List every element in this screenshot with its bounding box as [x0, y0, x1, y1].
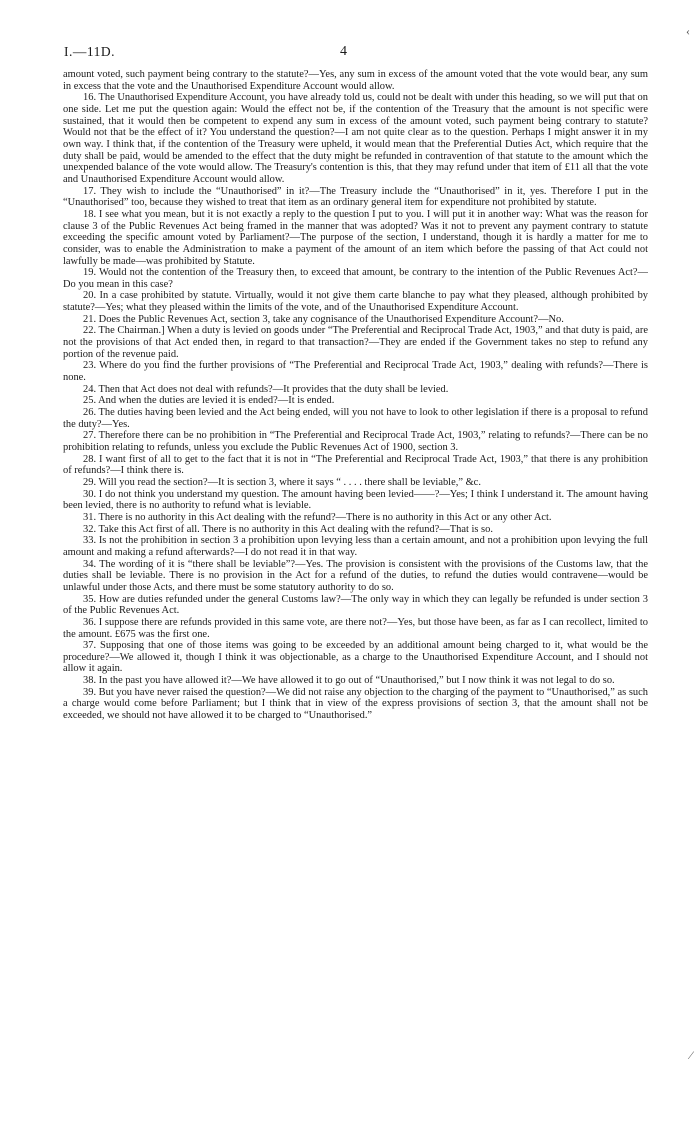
question-33: 33. Is not the prohibition in section 3 a prohibition upon levying less than a certain amount, and not a prohibition upon levying the full amount and making a refund afterwards?—I do not read it in that way. — [63, 535, 648, 558]
question-34: 34. The wording of it is “there shall be leviable”?—Yes. The provision is consistent with the provisions of the Customs law, that the duties shall be leviable. There is no provision in the Act for a refund of the duties, to refund the duties would contravene—would be unlawful under those Acts, and there must be some statutory authority to do so. — [63, 558, 648, 593]
question-32: 32. Take this Act first of all. There is no authority in this Act dealing with the refund?—That is so. — [83, 523, 493, 535]
question-38: 38. In the past you have allowed it?—We have allowed it to go out of “Unauthorised,” but I now think it was not legal to do so. — [83, 675, 615, 687]
body-text — [63, 69, 648, 722]
document-reference: I.—11D. — [64, 44, 115, 59]
question-31: 31. There is no authority in this Act dealing with the refund?—There is no authority in this Act or any other Act. — [83, 511, 552, 523]
question-29: 29. Will you read the section?—It is section 3, where it says “ . . . . there shall be leviable,” &c. — [83, 476, 481, 488]
paragraph: amount voted, such payment being contrary to the statute?—Yes, any sum in excess of the amount voted that the vote would bear, any sum in excess that the vote and the Unauthorised Expenditure Account would allow. — [63, 69, 648, 92]
question-37: 37. Supposing that one of those items was going to be exceeded by an additional amount being charged to it, what would be the procedure?—We allowed it, though I think it was objectionable, as a charge to the Unauthorised Expenditure Account, and I should not allow it again. — [63, 640, 648, 675]
question-18: 18. I see what you mean, but it is not exactly a reply to the question I put to you. I will put it in another way: What was the reason for clause 3 of the Public Revenues Act being framed in the manner that was adopted? Was it not to prevent any payment contrary to statute exceeding the specific amount voted by Parliament?—The purpose of the section, I understand, though it is hardly a matter for me to consider, was to enable the Administration to make a payment of the amount of an item which before the passing of that Act could not lawfully be made—was prohibited by Statute. — [63, 208, 648, 267]
margin-mark: ⁄ — [690, 1048, 693, 1062]
question-21: 21. Does the Public Revenues Act, section 3, take any cognisance of the Unauthorised Expenditure Account?—No. — [83, 313, 564, 325]
margin-mark: ‹ — [686, 24, 690, 38]
question-17: 17. They wish to include the “Unauthorised” in it?—The Treasury include the “Unauthorised” in it, yes. Therefore I put in the “Unauthorised” too, because they wished to treat that item as an ordinary general item for expenditure not prohibited by statute. — [63, 185, 648, 209]
question-20: 20. In a case prohibited by statute. Virtually, would it not give them carte blanche to pay what they pleased, although prohibited by statute?—Yes; what they pleased within the limits of the vote, and of the Unauthorised Expenditure Account. — [63, 290, 648, 314]
page-header — [64, 44, 644, 64]
question-26: 26. The duties having been levied and the Act being ended, will you not have to look to other legislation if there is a proposal to refund the duty?—Yes. — [63, 407, 648, 430]
question-28: 28. I want first of all to get to the fact that it is not in “The Preferential and Reciprocal Trade Act, 1903,” that there is any prohibition of refunds?—I think there is. — [63, 453, 648, 477]
question-35: 35. How are duties refunded under the general Customs law?—The only way in which they can legally be refunded is under section 3 of the Public Revenues Act. — [63, 593, 648, 617]
question-30: 30. I do not think you understand my question. The amount having been levied——?—Yes; I think I understand it. The amount having been levied, there is no authority to refund what is leviable. — [63, 488, 648, 512]
question-25: 25. And when the duties are levied it is ended?—It is ended. — [83, 395, 335, 407]
question-23: 23. Where do you find the further provisions of “The Preferential and Reciprocal Trade Act, 1903,” dealing with refunds?—There is none. — [63, 360, 648, 384]
question-19: 19. Would not the contention of the Treasury then, to exceed that amount, be contrary to the intention of the Public Revenues Act?—Do you mean in this case? — [63, 267, 648, 290]
question-27: 27. Therefore there can be no prohibition in “The Preferential and Reciprocal Trade Act, 1903,” relating to refunds?—There can be no prohibition relating to refunds, unless you exclude the Public Revenues Act of 1900, section 3. — [63, 430, 648, 453]
question-24: 24. Then that Act does not deal with refunds?—It provides that the duty shall be levied. — [83, 383, 449, 395]
question-22: 22. The Chairman.] When a duty is levied on goods under “The Preferential and Reciprocal Trade Act, 1903,” and that duty is paid, are not the provisions of that Act ended then, in regard to that transaction?—They are ended if the Government takes no step to refund any portion of the revenue paid. — [63, 325, 648, 360]
question-39: 39. But you have never raised the question?—We did not raise any objection to the charging of the payment to “Unauthorised,” as such a charge would come before Parliament; but I think that in view of the express provisions of section 3, that the amount shall not be exceeded, we should not have allowed it to be charged to “Unauthorised.” — [63, 686, 648, 722]
question-36: 36. I suppose there are refunds provided in this same vote, are there not?—Yes, but those have been, as far as I can recollect, limited to the amount. £675 was the first one. — [63, 616, 648, 640]
page-number: 4 — [340, 44, 347, 59]
question-16: 16. The Unauthorised Expenditure Account, you have already told us, could not be dealt with under this heading, so we will put that on one side. Let me put the question again: Would the effect not be, if the contention of the Treasury that the amount is not specific were sustained, that it would then be competent to expend any sum in excess of the amount voted, such payment being contrary to statute? Would not that be the effect of it? You understand the question?—I am not quite clear as to the question. Perhaps I might answer it in my own way. I think that, if the contention of the Treasury were upheld, it would mean that the Preferential Duties Act, which require that the duty shall be paid, would be amended to the effect that the duty might be refunded in contravention of that statute to the amount which the unexpended balance of the vote would allow. The Treasury's contention is this, that they may refund under that item of £11 all that the vote and Unauthorised Expenditure Account would allow. — [63, 92, 648, 185]
